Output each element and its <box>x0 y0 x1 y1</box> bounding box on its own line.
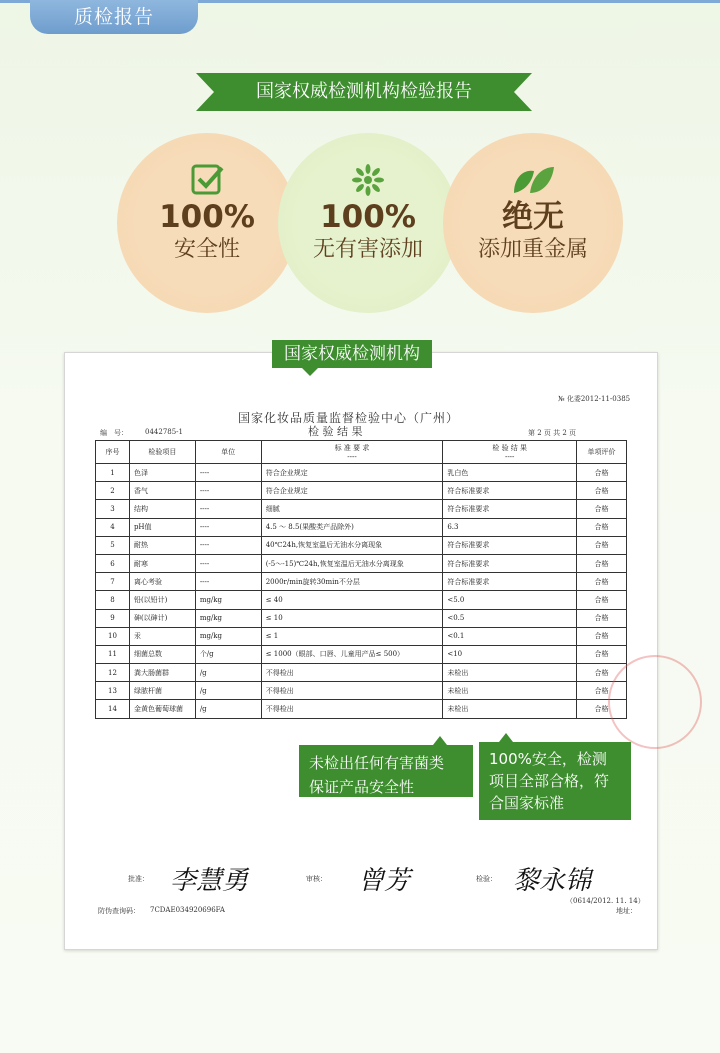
col-eval: 单项评价 <box>577 441 627 464</box>
section-tab[interactable]: 质检报告 <box>30 0 198 34</box>
table-row <box>96 627 627 645</box>
test-signature: 黎永锦 <box>513 866 592 896</box>
cell-result: 符合标准要求 <box>443 573 577 591</box>
cell-item: 离心考验 <box>129 573 195 591</box>
sign-date: （0614/2012. 11. 14） <box>566 897 645 905</box>
badge-label: 安全性 <box>173 237 240 262</box>
badge-no-additive <box>278 133 458 313</box>
ribbon-title: 国家权威检测机构检验报告 <box>214 73 514 111</box>
cell-eval: 合格 <box>577 609 627 627</box>
col-unit: 单位 <box>195 441 261 464</box>
cell-no: 1 <box>96 464 130 482</box>
cell-item: pH值 <box>129 518 195 536</box>
cell-standard: 40℃24h,恢复室温后无油水分离现象 <box>261 536 443 554</box>
cell-result: <5.0 <box>443 591 577 609</box>
cell-item: 结构 <box>129 500 195 518</box>
page-number: 第 2 页 共 2 页 <box>528 429 577 437</box>
cell-result: 符合标准要求 <box>443 500 577 518</box>
table-row <box>96 500 627 518</box>
cell-item: 砷(以砷计) <box>129 609 195 627</box>
cell-item: 铅(以铅计) <box>129 591 195 609</box>
cell-eval: 合格 <box>577 664 627 682</box>
cell-no: 10 <box>96 627 130 645</box>
cell-no: 8 <box>96 591 130 609</box>
cell-result: 符合标准要求 <box>443 554 577 572</box>
table-row <box>96 609 627 627</box>
cell-unit: ---- <box>195 536 261 554</box>
cell-eval: 合格 <box>577 482 627 500</box>
cell-unit: mg/kg <box>195 627 261 645</box>
callout-all-pass: 100%安全，检测 项目全部合格，符 合国家标准 <box>479 742 631 820</box>
review-label: 审核： <box>306 875 327 883</box>
cell-standard: 2000r/min旋转30min不分层 <box>261 573 443 591</box>
cell-unit: /g <box>195 664 261 682</box>
cell-standard: 4.5 ～ 8.5(果酸类产品除外) <box>261 518 443 536</box>
cell-result: 未检出 <box>443 682 577 700</box>
red-seal <box>608 655 702 749</box>
cell-no: 3 <box>96 500 130 518</box>
cell-no: 6 <box>96 554 130 572</box>
cell-result: 乳白色 <box>443 464 577 482</box>
badge-no-heavy-metal <box>443 133 623 313</box>
serial-label: 编 号： <box>100 429 128 437</box>
cell-no: 11 <box>96 645 130 663</box>
cell-item: 粪大肠菌群 <box>129 664 195 682</box>
cell-item: 金黄色葡萄球菌 <box>129 700 195 718</box>
badge-label: 无有害添加 <box>312 237 423 262</box>
cell-item: 细菌总数 <box>129 645 195 663</box>
callout-no-bacteria: 未检出任何有害菌类 保证产品安全性 <box>299 745 473 797</box>
cell-standard: 不得检出 <box>261 682 443 700</box>
cell-standard: 符合企业规定 <box>261 464 443 482</box>
cell-unit: /g <box>195 700 261 718</box>
cell-unit: mg/kg <box>195 609 261 627</box>
col-standard: 标 准 要 求 ---- <box>261 441 443 464</box>
col-result: 检 验 结 果 ---- <box>443 441 577 464</box>
cell-no: 12 <box>96 664 130 682</box>
table-row <box>96 591 627 609</box>
badge-value: 绝无 <box>502 199 564 235</box>
cell-result: 未检出 <box>443 664 577 682</box>
cell-standard: (-5～-15)℃24h,恢复室温后无油水分离现象 <box>261 554 443 572</box>
cell-eval: 合格 <box>577 573 627 591</box>
cell-eval: 合格 <box>577 700 627 718</box>
cell-no: 14 <box>96 700 130 718</box>
cell-no: 2 <box>96 482 130 500</box>
cell-eval: 合格 <box>577 591 627 609</box>
results-table <box>95 440 627 719</box>
cell-standard: ≤ 1000（眼部、口唇、儿童用产品≤ 500） <box>261 645 443 663</box>
cell-eval: 合格 <box>577 536 627 554</box>
cell-item: 汞 <box>129 627 195 645</box>
anti-fake-code: 7CDAE034920696FA <box>150 906 225 914</box>
cell-standard: 不得检出 <box>261 664 443 682</box>
cell-unit: ---- <box>195 554 261 572</box>
cell-standard: 不得检出 <box>261 700 443 718</box>
address-label: 地址： <box>616 907 637 915</box>
table-row <box>96 518 627 536</box>
approve-signature: 李慧勇 <box>170 866 249 896</box>
cell-eval: 合格 <box>577 500 627 518</box>
cell-unit: ---- <box>195 464 261 482</box>
cell-standard: ≤ 40 <box>261 591 443 609</box>
col-item: 检验项目 <box>129 441 195 464</box>
cell-item: 香气 <box>129 482 195 500</box>
cell-result: <0.5 <box>443 609 577 627</box>
cell-standard: 符合企业规定 <box>261 482 443 500</box>
review-signature: 曾芳 <box>358 866 411 896</box>
title-ribbon <box>196 73 532 111</box>
cell-result: <10 <box>443 645 577 663</box>
check-icon <box>189 163 225 197</box>
cell-no: 13 <box>96 682 130 700</box>
cell-eval: 合格 <box>577 627 627 645</box>
test-label: 检验： <box>476 875 497 883</box>
report-org: 国家化妆品质量监督检验中心（广州） <box>238 411 460 425</box>
table-row <box>96 573 627 591</box>
badge-safety <box>117 133 297 313</box>
cell-item: 绿脓杆菌 <box>129 682 195 700</box>
cell-unit: /g <box>195 682 261 700</box>
cell-unit: mg/kg <box>195 591 261 609</box>
cell-result: 未检出 <box>443 700 577 718</box>
badge-value: 100% <box>159 199 255 235</box>
cell-unit: 个/g <box>195 645 261 663</box>
cell-no: 7 <box>96 573 130 591</box>
cell-unit: ---- <box>195 500 261 518</box>
table-row <box>96 482 627 500</box>
cell-eval: 合格 <box>577 645 627 663</box>
report-tag: 国家权威检测机构 <box>272 340 432 368</box>
cell-eval: 合格 <box>577 554 627 572</box>
col-no: 序号 <box>96 441 130 464</box>
table-row <box>96 645 627 663</box>
serial-number: 0442785-1 <box>145 428 183 436</box>
cell-standard: 细腻 <box>261 500 443 518</box>
cell-standard: ≤ 10 <box>261 609 443 627</box>
table-row <box>96 464 627 482</box>
table-row <box>96 536 627 554</box>
cell-item: 色泽 <box>129 464 195 482</box>
leaf-icon <box>510 163 556 197</box>
cell-eval: 合格 <box>577 518 627 536</box>
badge-label: 添加重金属 <box>477 237 588 262</box>
cell-no: 4 <box>96 518 130 536</box>
cell-result: 符合标准要求 <box>443 482 577 500</box>
cell-standard: ≤ 1 <box>261 627 443 645</box>
table-row <box>96 554 627 572</box>
cell-eval: 合格 <box>577 682 627 700</box>
cell-eval: 合格 <box>577 464 627 482</box>
cell-result: 符合标准要求 <box>443 536 577 554</box>
doc-number: № 化委2012-11-0385 <box>558 395 631 403</box>
report-title: 检 验 结 果 <box>308 425 363 438</box>
anti-fake-label: 防伪查询码： <box>98 907 140 915</box>
cell-unit: ---- <box>195 573 261 591</box>
cell-unit: ---- <box>195 482 261 500</box>
approve-label: 批准： <box>128 875 149 883</box>
table-row <box>96 700 627 718</box>
cell-item: 耐热 <box>129 536 195 554</box>
cell-item: 耐寒 <box>129 554 195 572</box>
flower-icon <box>350 163 386 197</box>
cell-result: <0.1 <box>443 627 577 645</box>
cell-result: 6.3 <box>443 518 577 536</box>
cell-no: 9 <box>96 609 130 627</box>
table-row <box>96 664 627 682</box>
cell-no: 5 <box>96 536 130 554</box>
table-row <box>96 682 627 700</box>
badge-value: 100% <box>320 199 416 235</box>
cell-unit: ---- <box>195 518 261 536</box>
table-header <box>96 441 627 464</box>
